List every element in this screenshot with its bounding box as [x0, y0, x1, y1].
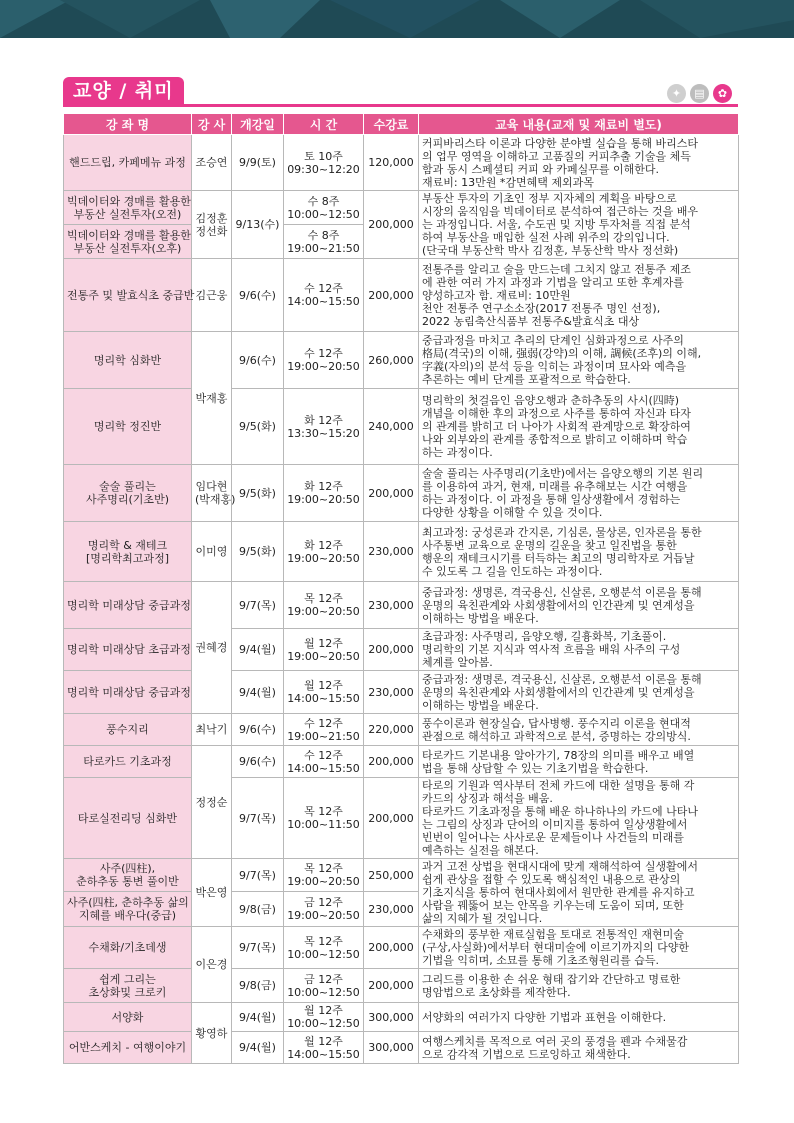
description-line: 기초지식을 통하여 현대사회에서 원만한 관계를 유지하고 [422, 886, 695, 899]
description-line: 사주통변 교육으로 운명의 길운을 찾고 일진법을 통한 [422, 538, 677, 552]
description-line: 초급과정: 사주명리, 음양오행, 길흉화복, 기초풀이. [422, 630, 667, 643]
description-line: 格局(격국)의 이해, 强弱(강약)의 이해, 調候(조후)의 이해, [422, 347, 702, 360]
description-line: 삶의 지혜가 될 것입니다. [422, 912, 543, 925]
instructor-name: 이미영 [195, 545, 228, 558]
schedule-cell [284, 259, 364, 332]
description-line: 의 관계를 밝히고 더 나아가 사회적 관계망으로 확장하여 [422, 420, 691, 433]
header-start-date: 개강일 [232, 114, 284, 135]
instructor-cell [192, 714, 232, 746]
description-line: 함과 동시 스페셜티 커피 와 카페실무를 이해한다. [422, 162, 659, 176]
course-name: 사주(四柱), [99, 862, 156, 876]
table-row [64, 389, 739, 465]
schedule-line: 목 12주 [304, 805, 343, 818]
description-line: 개념을 이해한 후의 과정으로 사주를 통하여 자신과 타자 [422, 407, 691, 420]
schedule-line: 월 12주 [304, 1004, 343, 1017]
course-name-cell [64, 629, 192, 671]
description-line: 과거 고전 상법을 현대시대에 맞게 재해석하여 실생활에서 [422, 860, 699, 873]
description-line: 字義(자의)의 분석 등을 익히는 과정이며 묘사와 예측을 [422, 360, 687, 373]
table-row [64, 859, 739, 892]
instructor-name: 황영하 [195, 1026, 228, 1040]
description-line: 풍수이론과 현장실습, 답사병행. 풍수지리 이론을 현대적 [422, 716, 691, 730]
header-course-name: 강 좌 명 [64, 114, 192, 135]
schedule-line: 19:00~20:50 [287, 493, 360, 506]
course-name: 핸드드립, 카페메뉴 과정 [69, 156, 186, 169]
description-cell [419, 582, 739, 629]
fee-cell: 200,000 [364, 778, 419, 859]
description-cell [419, 629, 739, 671]
schedule-cell [284, 969, 364, 1003]
start-date-cell: 9/6(수) [232, 714, 284, 746]
schedule-line: 13:30~15:20 [287, 426, 360, 440]
course-name: 수채화/기초데생 [88, 941, 167, 954]
schedule-cell [284, 465, 364, 522]
instructor-cell [192, 1003, 232, 1064]
course-name-cell [64, 1003, 192, 1032]
instructor-cell [192, 191, 232, 259]
start-date-cell: 9/6(수) [232, 746, 284, 778]
description-line: 는 과정입니다. 서울, 수도권 및 지방 투자처를 직접 분석 [422, 218, 691, 231]
start-date-cell: 9/13(수) [232, 191, 284, 259]
course-name: 빅데이터와 경매를 활용한 [67, 194, 191, 208]
header-fee: 수강료 [364, 114, 419, 135]
fee-cell: 200,000 [364, 629, 419, 671]
schedule-line: 19:00~20:50 [287, 649, 360, 663]
fee-cell: 300,000 [364, 1032, 419, 1064]
description-line: 부동산 투자의 기초인 정부 지자체의 계획을 바탕으로 [422, 192, 677, 205]
fee-cell: 200,000 [364, 746, 419, 778]
instructor-name: 박재홍 [195, 391, 228, 405]
description-cell [419, 1003, 739, 1032]
description-line: 이해하는 방법을 배운다. [422, 698, 539, 712]
header-description: 교육 내용(교재 및 재료비 별도) [419, 114, 739, 135]
schedule-cell [284, 671, 364, 714]
description-line: 법을 통해 상담할 수 있는 기초기법을 학습한다. [422, 761, 649, 775]
description-line: 운명의 육친관계와 사회생활에서의 인간관계 및 연계성을 [422, 685, 695, 699]
course-name: 명리학 미래상담 중급과정 [67, 598, 191, 612]
description-line: 를 이용하여 과거, 현재, 미래를 유추해보는 시간 여행을 [422, 480, 688, 493]
description-line: 양성하고자 함. 재료비: 10만원 [422, 288, 571, 302]
start-date-cell: 9/5(화) [232, 389, 284, 465]
instructor-name: 조승연 [195, 156, 228, 169]
course-name: 타로실전리딩 심화반 [77, 811, 178, 825]
course-name-cell [64, 191, 192, 225]
schedule-line: 월 12주 [304, 679, 343, 692]
course-name-cell [64, 859, 192, 892]
description-line: 운명의 육친관계와 사회생활에서의 인간관계 및 연계성을 [422, 598, 695, 612]
lightbulb-icon: ✦ [667, 84, 686, 103]
schedule-cell [284, 582, 364, 629]
course-name: 명리학 미래상담 중급과정 [67, 685, 191, 699]
description-cell [419, 859, 739, 927]
description-line: 명리학의 첫걸음인 음양오행과 춘하추동의 사시(四時) [422, 394, 680, 407]
description-cell [419, 191, 739, 259]
schedule-cell [284, 389, 364, 465]
palette-icon: ✿ [713, 84, 732, 103]
course-name: 술술 풀리는 [99, 480, 156, 493]
table-row [64, 1032, 739, 1064]
section-title-underline [63, 104, 738, 107]
course-name-cell [64, 225, 192, 259]
schedule-line: 10:00~12:50 [287, 985, 360, 999]
table-row [64, 969, 739, 1003]
schedule-line: 목 12주 [304, 592, 343, 605]
instructor-cell [192, 522, 232, 582]
schedule-cell [284, 1032, 364, 1064]
start-date-cell: 9/7(목) [232, 778, 284, 859]
schedule-line: 14:00~15:50 [287, 295, 360, 308]
course-name-cell [64, 1032, 192, 1064]
description-line: 시장의 움직임을 빅데이터로 분석하여 접근하는 것을 배우 [422, 205, 699, 218]
course-name-cell [64, 332, 192, 389]
schedule-line: 수 12주 [304, 748, 343, 762]
schedule-line: 19:00~21:50 [287, 729, 360, 743]
table-row [64, 582, 739, 629]
description-line: 빈번이 일어나는 사사로운 문제들이나 사건들의 미래를 [422, 831, 684, 844]
table-row [64, 927, 739, 969]
category-icons [667, 84, 732, 103]
schedule-line: 19:00~21:50 [287, 241, 360, 255]
description-line: 에 관한 여러 가지 과정과 기법을 알리고 또한 후계자를 [422, 275, 684, 289]
header-instructor: 강 사 [192, 114, 232, 135]
schedule-cell [284, 225, 364, 259]
course-name: 사주(四柱, 춘하추동 삶의 [67, 896, 189, 910]
table-row [64, 1003, 739, 1032]
start-date-cell: 9/4(월) [232, 671, 284, 714]
instructor-cell [192, 259, 232, 332]
course-name: 명리학 심화반 [93, 353, 162, 367]
description-line: 서양화의 여러가지 다양한 기법과 표현을 이해한다. [422, 1010, 667, 1024]
header-time: 시 간 [284, 114, 364, 135]
instructor-name: 임다현 [195, 480, 228, 493]
instructor-name: 김정훈 [195, 211, 228, 225]
schedule-line: 19:00~20:50 [287, 909, 360, 923]
start-date-cell: 9/8(금) [232, 969, 284, 1003]
instructor-name: 박은영 [195, 886, 228, 899]
course-name: 초상화및 크로키 [88, 985, 167, 999]
schedule-line: 월 12주 [304, 1034, 343, 1048]
course-name-cell [64, 778, 192, 859]
fee-cell: 200,000 [364, 927, 419, 969]
instructor-cell [192, 746, 232, 859]
instructor-name: 권혜경 [195, 641, 228, 654]
schedule-line: 금 12주 [304, 972, 343, 986]
course-name-cell [64, 671, 192, 714]
description-cell [419, 778, 739, 859]
fee-cell: 200,000 [364, 259, 419, 332]
instructor-cell [192, 859, 232, 927]
fee-cell: 120,000 [364, 135, 419, 191]
schedule-line: 09:30~12:20 [287, 162, 360, 176]
description-line: (구상,사실화)에서부터 현대미술에 이르기까지의 다양한 [422, 941, 689, 954]
instructor-name: 정정순 [195, 795, 228, 809]
fee-cell: 300,000 [364, 1003, 419, 1032]
start-date-cell: 9/5(화) [232, 522, 284, 582]
course-name: [명리학최고과정] [86, 551, 169, 565]
course-table [63, 113, 739, 1064]
table-row [64, 332, 739, 389]
table-row [64, 778, 739, 859]
start-date-cell: 9/7(목) [232, 927, 284, 969]
schedule-line: 10:00~12:50 [287, 947, 360, 961]
course-name: 쉽게 그리는 [99, 972, 156, 986]
description-line: 나와 외부와의 관계를 종합적으로 밝히고 이해하며 학습 [422, 433, 688, 446]
schedule-line: 목 12주 [304, 934, 343, 948]
description-line: 중급과정을 마치고 추리의 단계인 심화과정으로 사주의 [422, 334, 684, 347]
description-line: 기법을 익히며, 소묘를 통해 기초조형원리를 습득. [422, 954, 659, 967]
course-name: 타로카드 기초과정 [83, 755, 172, 768]
description-line: 수채화의 풍부한 재료실험을 토대로 전통적인 재현미술 [422, 928, 684, 941]
description-cell [419, 671, 739, 714]
description-line: 재료비: 13만원 *감면혜택 제외과목 [422, 175, 594, 189]
description-line: 하여 부동산을 매입한 실전 사례 위주의 강의입니다. [422, 231, 670, 244]
description-line: 타로의 기원과 역사부터 전체 카드에 대한 설명을 통해 각 [422, 779, 695, 792]
schedule-line: 수 8주 [307, 228, 340, 242]
schedule-cell [284, 522, 364, 582]
instructor-name: (박재홍) [195, 493, 236, 506]
description-cell [419, 259, 739, 332]
start-date-cell: 9/7(목) [232, 582, 284, 629]
schedule-line: 수 12주 [304, 716, 343, 730]
start-date-cell: 9/9(토) [232, 135, 284, 191]
description-cell [419, 389, 739, 465]
description-line: 그리드를 이용한 손 쉬운 형태 잡기와 간단하고 명료한 [422, 972, 681, 986]
schedule-line: 화 12주 [304, 538, 343, 552]
description-line: 천안 전통주 연구소소장(2017 전통주 명인 선정), [422, 301, 661, 315]
fee-cell: 230,000 [364, 671, 419, 714]
schedule-line: 19:00~20:50 [287, 551, 360, 565]
course-name-cell [64, 465, 192, 522]
schedule-line: 19:00~20:50 [287, 360, 360, 373]
course-name: 사주명리(기초반) [86, 493, 169, 506]
table-row [64, 746, 739, 778]
course-name-cell [64, 746, 192, 778]
table-header-row [64, 114, 739, 135]
schedule-cell [284, 135, 364, 191]
description-cell [419, 465, 739, 522]
table-row [64, 259, 739, 332]
course-name-cell [64, 582, 192, 629]
description-line: (단국대 부동산학 박사 김정훈, 부동산학 박사 정선화) [422, 244, 679, 257]
schedule-cell [284, 191, 364, 225]
course-name-cell [64, 714, 192, 746]
description-cell [419, 332, 739, 389]
instructor-name: 최낙기 [195, 723, 228, 736]
fee-cell: 230,000 [364, 892, 419, 927]
schedule-cell [284, 332, 364, 389]
schedule-cell [284, 629, 364, 671]
description-line: 관점으로 해석하고 과학적으로 분석, 증명하는 강의방식. [422, 729, 691, 743]
description-line: 커피바리스타 이론과 다양한 분야별 실습을 통해 바리스타 [422, 136, 699, 150]
table-row [64, 671, 739, 714]
description-line: 의 업무 영역을 이해하고 고품질의 커피추출 기술을 체득 [422, 149, 691, 163]
schedule-line: 10:00~12:50 [287, 1017, 360, 1030]
schedule-cell [284, 892, 364, 927]
course-name-cell [64, 522, 192, 582]
description-line: 쉽게 관상을 접할 수 있도록 핵심적인 내용으로 관상의 [422, 873, 681, 886]
description-cell [419, 522, 739, 582]
fee-cell: 250,000 [364, 859, 419, 892]
instructor-name: 이은경 [195, 958, 228, 971]
instructor-name: 김근웅 [195, 288, 228, 302]
description-line: 최고과정: 궁성론과 간지론, 기심론, 물상론, 인자론을 통한 [422, 525, 702, 539]
description-line: 체계를 알아봄. [422, 656, 493, 669]
table-row [64, 135, 739, 191]
schedule-line: 화 12주 [304, 480, 343, 493]
schedule-line: 14:00~15:50 [287, 761, 360, 775]
book-icon: ▤ [690, 84, 709, 103]
schedule-line: 10:00~12:50 [287, 207, 360, 221]
start-date-cell: 9/4(월) [232, 1032, 284, 1064]
table-row [64, 191, 739, 225]
description-line: 명암법으로 초상화를 제작한다. [422, 985, 571, 999]
description-line: 이해하는 방법을 배운다. [422, 611, 539, 625]
schedule-line: 수 8주 [307, 194, 340, 208]
table-row [64, 629, 739, 671]
schedule-line: 화 12주 [304, 413, 343, 427]
fee-cell: 230,000 [364, 582, 419, 629]
schedule-cell [284, 859, 364, 892]
course-name: 춘하추동 통변 풀이반 [76, 875, 179, 889]
description-line: 하는 과정이다. [422, 446, 493, 459]
description-line: 명리학의 기본 지식과 역사적 흐름을 배워 사주의 구성 [422, 643, 681, 656]
course-name: 부동산 실전투자(오후) [73, 241, 182, 255]
course-name: 서양화 [111, 1010, 144, 1024]
description-line: 술술 풀리는 사주명리(기초반)에서는 음양오행의 기본 원리 [422, 467, 704, 480]
course-name-cell [64, 892, 192, 927]
start-date-cell: 9/4(월) [232, 1003, 284, 1032]
fee-cell: 200,000 [364, 969, 419, 1003]
description-line: 2022 농림축산식품부 전통주&발효식초 대상 [422, 314, 640, 328]
start-date-cell: 9/7(목) [232, 859, 284, 892]
course-name: 명리학 정진반 [93, 420, 162, 433]
table-row [64, 714, 739, 746]
description-line: 타로카드 기초과정을 통해 배운 하나하나의 카드에 나타나 [422, 805, 699, 818]
description-cell [419, 746, 739, 778]
section-title: 교양 / 취미 [63, 77, 184, 105]
course-name-cell [64, 135, 192, 191]
table-row [64, 465, 739, 522]
schedule-line: 19:00~20:50 [287, 605, 360, 618]
fee-cell: 220,000 [364, 714, 419, 746]
description-line: 수 있도록 그 길을 인도하는 과정이다. [422, 564, 603, 578]
fee-cell: 260,000 [364, 332, 419, 389]
schedule-cell [284, 714, 364, 746]
course-name: 풍수지리 [106, 723, 149, 736]
fee-cell: 200,000 [364, 191, 419, 259]
schedule-line: 월 12주 [304, 636, 343, 650]
instructor-cell [192, 135, 232, 191]
description-cell [419, 927, 739, 969]
description-line: 추론하는 예비 단계를 포괄적으로 학습한다. [422, 373, 631, 386]
description-line: 다양한 상황을 이해할 수 있을 것이다. [422, 506, 603, 519]
schedule-line: 10:00~11:50 [287, 818, 360, 831]
instructor-cell [192, 927, 232, 1003]
course-name: 지혜를 배우다(중급) [78, 909, 177, 923]
course-name: 전통주 및 발효식초 중급반 [67, 288, 195, 302]
description-line: 예측하는 실전을 해본다. [422, 844, 539, 857]
description-line: 는 그림의 상징과 단어의 이미지를 통하여 일상생활에서 [422, 818, 688, 831]
schedule-line: 14:00~15:50 [287, 1047, 360, 1061]
schedule-cell [284, 1003, 364, 1032]
description-line: 하는 과정이다. 이 과정을 통해 일상생활에서 경험하는 [422, 493, 681, 506]
course-name-cell [64, 389, 192, 465]
start-date-cell: 9/5(화) [232, 465, 284, 522]
fee-cell: 240,000 [364, 389, 419, 465]
schedule-cell [284, 927, 364, 969]
description-cell [419, 969, 739, 1003]
schedule-line: 토 10주 [304, 149, 343, 163]
start-date-cell: 9/8(금) [232, 892, 284, 927]
schedule-line: 14:00~15:50 [287, 692, 360, 705]
instructor-cell [192, 332, 232, 465]
description-line: 행운의 재테크시기를 터득하는 최고의 명리학자로 거듭날 [422, 551, 695, 565]
description-line: 여행스케치를 목적으로 여러 곳의 풍경을 펜과 수채물감 [422, 1034, 688, 1048]
course-name: 빅데이터와 경매를 활용한 [67, 228, 191, 242]
description-line: 중급과정: 생명론, 격국용신, 신살론, 오행분석 이론을 통해 [422, 672, 702, 686]
course-name: 명리학 & 재테크 [87, 538, 168, 552]
course-name: 어반스케치 - 여행이야기 [68, 1041, 187, 1054]
schedule-line: 수 12주 [304, 347, 343, 360]
description-line: 으로 감각적 기법으로 드로잉하고 채색한다. [422, 1047, 631, 1061]
description-line: 카드의 상징과 해석을 배움. [422, 792, 553, 805]
schedule-line: 목 12주 [304, 862, 343, 876]
schedule-cell [284, 746, 364, 778]
instructor-name: 정선화 [195, 224, 228, 238]
description-line: 중급과정: 생명론, 격국용신, 신살론, 오행분석 이론을 통해 [422, 585, 702, 599]
fee-cell: 230,000 [364, 522, 419, 582]
schedule-line: 금 12주 [304, 896, 343, 910]
start-date-cell: 9/6(수) [232, 332, 284, 389]
course-name-cell [64, 259, 195, 332]
schedule-line: 19:00~20:50 [287, 875, 360, 889]
course-name: 명리학 미래상담 초급과정 [67, 643, 191, 656]
description-cell [419, 135, 739, 191]
description-line: 사람을 꿰뚫어 보는 안목을 키우는데 도움이 되며, 또한 [422, 899, 684, 912]
top-decorative-band [0, 0, 794, 38]
course-name-cell [64, 927, 192, 969]
description-cell [419, 714, 739, 746]
start-date-cell: 9/4(월) [232, 629, 284, 671]
schedule-line: 수 12주 [304, 282, 343, 295]
description-line: 타로카드 기본내용 알아가기, 78장의 의미를 배우고 배열 [422, 748, 695, 762]
top-band-pattern [0, 0, 794, 38]
instructor-cell [192, 582, 232, 714]
description-cell [419, 1032, 739, 1064]
start-date-cell: 9/6(수) [232, 259, 284, 332]
schedule-cell [284, 778, 364, 859]
instructor-cell [192, 465, 236, 522]
course-name: 부동산 실전투자(오전) [73, 207, 182, 221]
course-name-cell [64, 969, 192, 1003]
description-line: 전통주를 알리고 술을 만드는데 그치지 않고 전통주 제조 [422, 262, 691, 276]
table-row [64, 522, 739, 582]
fee-cell: 200,000 [364, 465, 419, 522]
